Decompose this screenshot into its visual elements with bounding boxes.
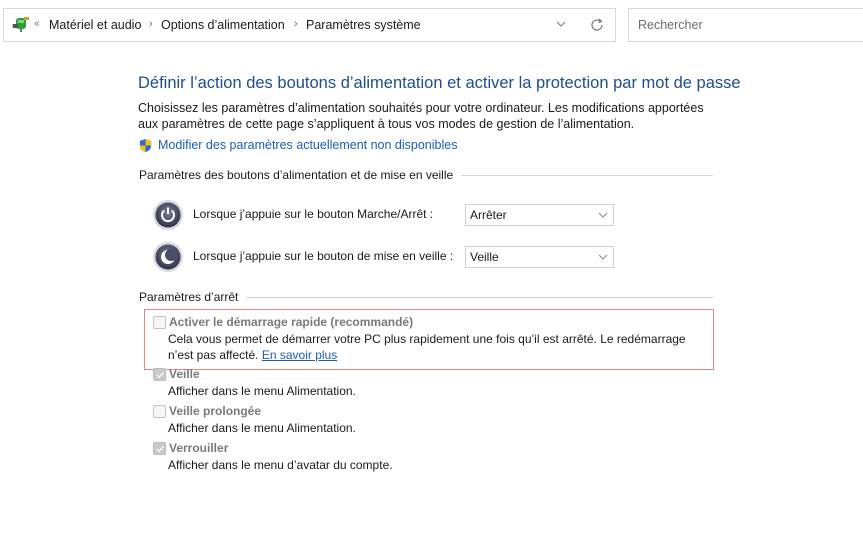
- sleep-option: [153, 366, 713, 399]
- section-divider: [246, 297, 713, 298]
- section-divider: [461, 175, 713, 176]
- sleep-label: Veille: [169, 367, 200, 381]
- breadcrumb-system-settings[interactable]: Paramètres système: [306, 18, 421, 32]
- uac-shield-icon: [138, 138, 153, 153]
- lock-checkbox[interactable]: [153, 442, 166, 455]
- sleep-button-label: Lorsque j’appuie sur le bouton de mise en veille :: [193, 249, 454, 263]
- selected-value: Arrêter: [470, 208, 507, 222]
- page-intro: Choisissez les paramètres d’alimentation souhaités pour votre ordinateur. Les modifications apportées aux paramètres de cette page s’appliquent à tous vos modes de gestion de l’alimentation.: [138, 101, 704, 131]
- sleep-button-row: [152, 241, 622, 273]
- chevron-down-icon: [598, 253, 608, 261]
- checkmark-icon: [155, 444, 165, 454]
- power-button-icon: [152, 199, 184, 231]
- breadcrumb-separator-icon[interactable]: ›: [149, 18, 153, 30]
- breadcrumb-separator-icon[interactable]: ›: [294, 18, 298, 30]
- breadcrumb-hardware-and-sound[interactable]: Matériel et audio: [49, 18, 142, 32]
- hibernate-label: Veille prolongée: [169, 404, 262, 418]
- change-unavailable-settings-link[interactable]: [138, 137, 457, 153]
- learn-more-link[interactable]: En savoir plus: [261, 348, 338, 362]
- change-unavailable-settings-label[interactable]: Modifier des paramètres actuellement non disponibles: [158, 138, 458, 152]
- power-options-plug-icon: [12, 16, 30, 34]
- fast-startup-label: Activer le démarrage rapide (recommandé): [169, 315, 414, 329]
- section-title: Paramètres des boutons d’alimentation et de mise en veille: [139, 168, 454, 182]
- sleep-button-icon: [152, 241, 184, 273]
- hibernate-option: [153, 403, 713, 436]
- selected-value: Veille: [470, 250, 499, 264]
- hibernate-checkbox[interactable]: [153, 405, 166, 418]
- sleep-description: Afficher dans le menu Alimentation.: [168, 384, 356, 398]
- power-buttons-section-header: [139, 167, 713, 183]
- address-bar[interactable]: [3, 8, 616, 42]
- chevron-down-icon: [598, 211, 608, 219]
- power-button-action-select[interactable]: [465, 204, 614, 226]
- checkmark-icon: [155, 370, 165, 380]
- chevron-down-icon[interactable]: [554, 17, 568, 31]
- search-input[interactable]: [629, 9, 863, 41]
- fast-startup-description: Cela vous permet de démarrer votre PC plus rapidement une fois qu’il est arrêté. Le redémarrage n’est pas affecté. En savoir plus: [168, 332, 686, 362]
- refresh-icon[interactable]: [589, 17, 605, 33]
- lock-description: Afficher dans le menu d’avatar du compte.: [168, 458, 393, 472]
- recent-locations-button[interactable]: «: [34, 18, 39, 29]
- fast-startup-option: [153, 314, 713, 363]
- lock-label: Verrouiller: [169, 441, 229, 455]
- power-button-row: [152, 199, 622, 231]
- section-title: Paramètres d’arrêt: [139, 290, 239, 304]
- lock-option: [153, 440, 713, 473]
- page-title: Définir l’action des boutons d’alimentation et activer la protection par mot de passe: [138, 74, 741, 92]
- hibernate-description: Afficher dans le menu Alimentation.: [168, 421, 356, 435]
- search-box[interactable]: [628, 8, 863, 42]
- power-button-label: Lorsque j’appuie sur le bouton Marche/Arrêt :: [193, 207, 434, 221]
- sleep-button-action-select[interactable]: [465, 246, 614, 268]
- fast-startup-checkbox[interactable]: [153, 316, 166, 329]
- sleep-checkbox[interactable]: [153, 368, 166, 381]
- breadcrumb-power-options[interactable]: Options d’alimentation: [161, 18, 285, 32]
- shutdown-section-header: [139, 289, 713, 305]
